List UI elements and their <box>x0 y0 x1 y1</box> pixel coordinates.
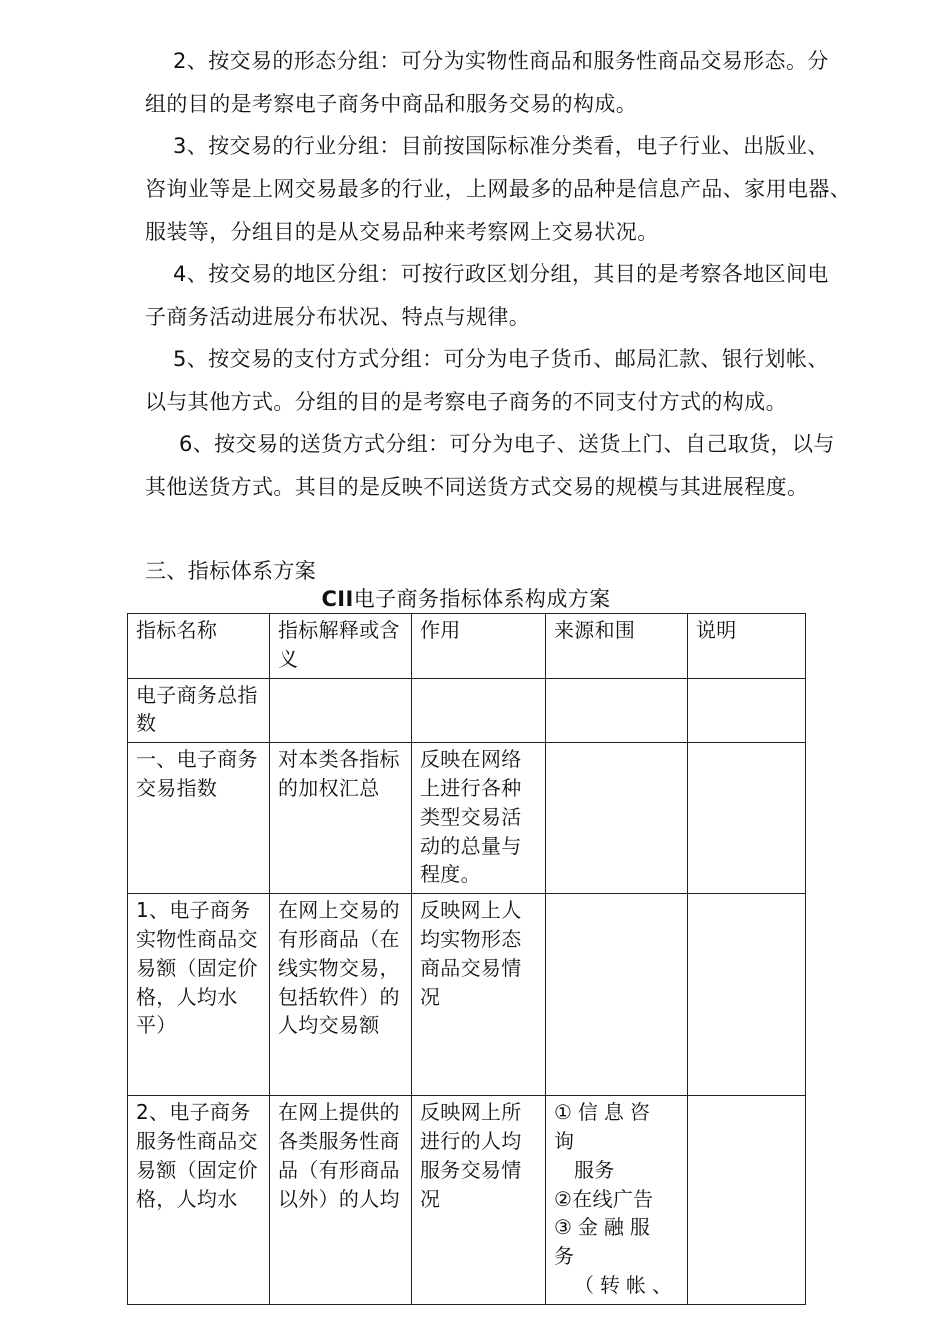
paragraph-form-grouping <box>145 40 865 126</box>
table-cell: 一、电子商务交易指数 <box>128 743 270 894</box>
header-cell-meaning: 指标解释或含义 <box>270 614 412 679</box>
table-cell <box>688 743 806 894</box>
source-list-item: ②在线广告 <box>554 1186 654 1211</box>
header-cell-notes: 说明 <box>688 614 806 679</box>
table-cell <box>546 894 688 1096</box>
table-title-bold: CII <box>321 587 354 611</box>
table-cell-sources <box>546 1096 688 1305</box>
source-list-item: （转帐、 <box>574 1272 678 1297</box>
table-row <box>128 743 806 894</box>
table-row <box>128 1096 806 1305</box>
table-cell: 电子商务总指数 <box>128 678 270 743</box>
paragraph-region-grouping <box>145 253 865 339</box>
table-cell <box>546 743 688 894</box>
source-list-item: ①信息咨询 <box>554 1100 656 1153</box>
table-cell: 1、电子商务实物性商品交易额（固定价格，人均水平） <box>128 894 270 1096</box>
section-heading: 三、指标体系方案 <box>145 559 317 583</box>
paragraph-payment-grouping <box>145 338 865 424</box>
table-row <box>128 894 806 1096</box>
paragraph-line: 子商务活动进展分布状况、特点与规律。 <box>145 305 531 329</box>
paragraph-line: 以与其他方式。分组的目的是考察电子商务的不同支付方式的构成。 <box>145 390 787 414</box>
paragraph-line: 2、按交易的形态分组：可分为实物性商品和服务性商品交易形态。分 <box>173 49 829 73</box>
source-list-item: ③金融服务 <box>554 1215 656 1269</box>
paragraph-line: 3、按交易的行业分组：目前按国际标准分类看，电子行业、出版业、 <box>173 134 829 158</box>
table-cell <box>546 678 688 743</box>
paragraph-line: 服装等，分组目的是从交易品种来考察网上交易状况。 <box>145 220 659 244</box>
table-title-text: 电子商务指标体系构成方案 <box>353 587 611 611</box>
source-list-item: 服务 <box>574 1157 615 1182</box>
table-cell <box>688 894 806 1096</box>
table-cell <box>688 1096 806 1305</box>
paragraph-delivery-grouping <box>145 423 865 509</box>
table-cell <box>270 678 412 743</box>
table-cell: 反映网上所进行的人均服务交易情况 <box>412 1096 546 1305</box>
table-cell: 反映网上人均实物形态商品交易情况 <box>412 894 546 1096</box>
header-cell-purpose: 作用 <box>412 614 546 679</box>
header-cell-indicator-name: 指标名称 <box>128 614 270 679</box>
paragraph-industry-grouping <box>145 125 865 254</box>
table-cell: 2、电子商务服务性商品交易额（固定价格，人均水 <box>128 1096 270 1305</box>
paragraph-line: 4、按交易的地区分组：可按行政区划分组，其目的是考察各地区间电 <box>173 262 829 286</box>
table-title <box>127 585 805 613</box>
table-cell: 反映在网络上进行各种类型交易活动的总量与程度。 <box>412 743 546 894</box>
paragraph-line: 6、按交易的送货方式分组：可分为电子、送货上门、自己取货，以与 <box>179 432 835 456</box>
table-cell <box>688 678 806 743</box>
paragraph-line: 其他送货方式。其目的是反映不同送货方式交易的规模与其进展程度。 <box>145 475 809 499</box>
table-cell: 对本类各指标的加权汇总 <box>270 743 412 894</box>
table-row <box>128 678 806 743</box>
table-cell <box>412 678 546 743</box>
index-system-table <box>127 613 806 1305</box>
source-list <box>554 1098 679 1300</box>
table-cell: 在网上交易的有形商品（在线实物交易，包括软件）的人均交易额 <box>270 894 412 1096</box>
paragraph-line: 5、按交易的支付方式分组：可分为电子货币、邮局汇款、银行划帐、 <box>173 347 829 371</box>
header-cell-source: 来源和围 <box>546 614 688 679</box>
paragraph-line: 咨询业等是上网交易最多的行业，上网最多的品种是信息产品、家用电器、 <box>145 177 852 201</box>
table-cell: 在网上提供的各类服务性商品（有形商品以外）的人均 <box>270 1096 412 1305</box>
paragraph-line: 组的目的是考察电子商务中商品和服务交易的构成。 <box>145 92 638 116</box>
table-header-row <box>128 614 806 679</box>
